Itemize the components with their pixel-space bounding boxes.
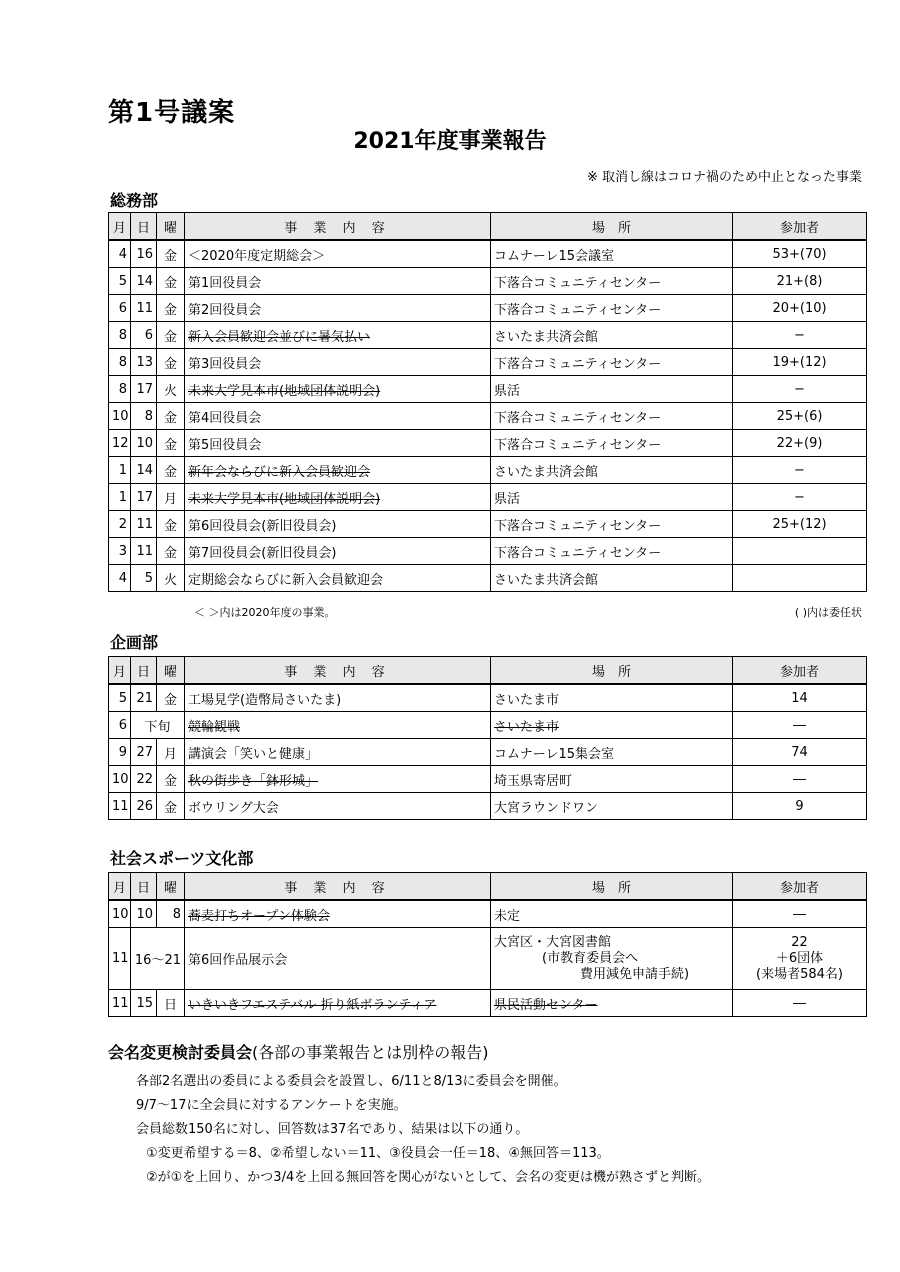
cell-content: 未来大学見本市(地域団体説明会) bbox=[188, 491, 381, 507]
cell-content: 第4回役員会 bbox=[185, 403, 491, 430]
cell-month: 6 bbox=[109, 712, 131, 739]
table-row bbox=[109, 268, 867, 295]
header-weekday: 曜 bbox=[157, 873, 185, 901]
cell-attendees: − bbox=[733, 457, 867, 484]
cell-attendees: 74 bbox=[733, 739, 867, 766]
cell-weekday: 金 bbox=[157, 349, 185, 376]
cell-day: 22 bbox=[131, 766, 157, 793]
kikaku-table bbox=[108, 656, 867, 820]
cell-weekday: 月 bbox=[157, 484, 185, 511]
header-weekday: 曜 bbox=[157, 213, 185, 241]
cell-month: 4 bbox=[109, 565, 131, 592]
cell-weekday: 金 bbox=[157, 793, 185, 820]
committee-line: 9/7〜17に全会員に対するアンケートを実施。 bbox=[136, 1098, 407, 1113]
attendee-line: 22 bbox=[791, 934, 808, 950]
cell-venue: 下落合コミュニティセンター bbox=[491, 430, 733, 457]
cell-content: 新入会員歓迎会並びに暑気払い bbox=[188, 329, 371, 345]
table-row bbox=[109, 349, 867, 376]
cell-day: 11 bbox=[131, 295, 157, 322]
header-month: 月 bbox=[109, 873, 131, 901]
cell-content: 第1回役員会 bbox=[185, 268, 491, 295]
committee-subtitle: (各部の事業報告とは別枠の報告) bbox=[252, 1043, 489, 1062]
cell-weekday: 金 bbox=[157, 684, 185, 712]
committee-line: ①変更希望する＝8、②希望しない＝11、③役員会一任＝18、④無回答＝113。 bbox=[146, 1146, 610, 1161]
cell-day-weekday: 下旬 bbox=[131, 712, 185, 739]
cell-venue: さいたま共済会館 bbox=[491, 322, 733, 349]
header-venue: 場 所 bbox=[491, 873, 733, 901]
cell-weekday: 金 bbox=[157, 240, 185, 268]
cell-day: 21 bbox=[131, 684, 157, 712]
cell-venue: さいたま市 bbox=[491, 684, 733, 712]
cell-month: 1 bbox=[109, 457, 131, 484]
cell-venue: 埼玉県寄居町 bbox=[491, 766, 733, 793]
cell-attendees: − bbox=[733, 322, 867, 349]
cell-content: いきいきフエステバル 折り紙ボランティア bbox=[188, 997, 437, 1013]
cell-attendees: − bbox=[733, 376, 867, 403]
cell-month: 10 bbox=[109, 900, 131, 928]
cell-content: 第6回作品展示会 bbox=[185, 928, 491, 990]
table-row bbox=[109, 484, 867, 511]
cell-content: 工場見学(造幣局さいたま) bbox=[185, 684, 491, 712]
cell-attendees: 9 bbox=[733, 793, 867, 820]
cell-venue: さいたま共済会館 bbox=[491, 457, 733, 484]
cell-venue: 大宮ラウンドワン bbox=[491, 793, 733, 820]
cell-weekday: 金 bbox=[157, 295, 185, 322]
agenda-label: 第1号議案 bbox=[108, 98, 236, 128]
cell-venue: 未定 bbox=[491, 900, 733, 928]
header-venue: 場 所 bbox=[491, 213, 733, 241]
soumu-table bbox=[108, 212, 867, 592]
cell-month: 11 bbox=[109, 928, 131, 990]
cell-weekday: 火 bbox=[157, 565, 185, 592]
table-row bbox=[109, 928, 867, 990]
table-row bbox=[109, 793, 867, 820]
cell-weekday: 火 bbox=[157, 376, 185, 403]
header-day: 日 bbox=[131, 873, 157, 901]
report-title: 2021年度事業報告 bbox=[353, 129, 547, 154]
cell-content: 第6回役員会(新旧役員会) bbox=[185, 511, 491, 538]
cell-content: 蕎麦打ちオープン体験会 bbox=[188, 908, 330, 924]
header-content: 事 業 内 容 bbox=[185, 873, 491, 901]
table-row bbox=[109, 430, 867, 457]
table-header-row bbox=[109, 657, 867, 685]
table-row bbox=[109, 457, 867, 484]
cell-month: 8 bbox=[109, 376, 131, 403]
cell-weekday: 金 bbox=[157, 766, 185, 793]
footnote-previous-year: ＜ ＞内は2020年度の事業。 bbox=[194, 606, 336, 619]
header-month: 月 bbox=[109, 213, 131, 241]
cell-venue: 下落合コミュニティセンター bbox=[491, 268, 733, 295]
cell-attendees bbox=[733, 928, 867, 990]
cell-venue: 県活 bbox=[491, 376, 733, 403]
cell-content: 第2回役員会 bbox=[185, 295, 491, 322]
attendee-line: (来場者584名) bbox=[756, 966, 843, 982]
table-row bbox=[109, 322, 867, 349]
cancellation-note: ※ 取消し線はコロナ禍のため中止となった事業 bbox=[586, 170, 862, 185]
cell-venue: コムナーレ15会議室 bbox=[491, 240, 733, 268]
cell-attendees: 25+(12) bbox=[733, 511, 867, 538]
cell-day: 6 bbox=[131, 322, 157, 349]
cell-month: 10 bbox=[109, 403, 131, 430]
cell-month: 12 bbox=[109, 430, 131, 457]
cell-month: 8 bbox=[109, 349, 131, 376]
table-row bbox=[109, 684, 867, 712]
cell-venue: 下落合コミュニティセンター bbox=[491, 538, 733, 565]
header-day: 日 bbox=[131, 657, 157, 685]
committee-line: 会員総数150名に対し、回答数は37名であり、結果は以下の通り。 bbox=[136, 1122, 529, 1137]
cell-month: 6 bbox=[109, 295, 131, 322]
cell-venue: 下落合コミュニティセンター bbox=[491, 295, 733, 322]
cell-attendees: 20+(10) bbox=[733, 295, 867, 322]
cell-attendees bbox=[733, 538, 867, 565]
cell-day: 10 bbox=[131, 430, 157, 457]
cell-attendees bbox=[733, 565, 867, 592]
cell-content: ボウリング大会 bbox=[185, 793, 491, 820]
cell-venue bbox=[491, 928, 733, 990]
header-content: 事 業 内 容 bbox=[185, 657, 491, 685]
cell-day: 11 bbox=[131, 511, 157, 538]
cell-content: 定期総会ならびに新入会員歓迎会 bbox=[185, 565, 491, 592]
cell-weekday: 金 bbox=[157, 322, 185, 349]
cell-attendees: 19+(12) bbox=[733, 349, 867, 376]
cell-day: 8 bbox=[131, 403, 157, 430]
cell-content: 未来大学見本市(地域団体説明会) bbox=[188, 383, 381, 399]
cell-attendees: ― bbox=[733, 712, 867, 739]
attendee-line: ＋6団体 bbox=[775, 950, 824, 966]
cell-month: 5 bbox=[109, 268, 131, 295]
table-header-row bbox=[109, 873, 867, 901]
cell-content: 第7回役員会(新旧役員会) bbox=[185, 538, 491, 565]
table-header-row bbox=[109, 213, 867, 241]
cell-day: 15 bbox=[131, 990, 157, 1017]
cell-attendees: ― bbox=[733, 900, 867, 928]
table-row bbox=[109, 739, 867, 766]
footnote-proxy: ( )内は委任状 bbox=[794, 606, 862, 619]
cell-content: 講演会「笑いと健康」 bbox=[185, 739, 491, 766]
cell-attendees: 21+(8) bbox=[733, 268, 867, 295]
cell-day: 16 bbox=[131, 240, 157, 268]
header-weekday: 曜 bbox=[157, 657, 185, 685]
table-row bbox=[109, 712, 867, 739]
cell-month: 1 bbox=[109, 484, 131, 511]
table-row bbox=[109, 538, 867, 565]
cell-month: 8 bbox=[109, 322, 131, 349]
cell-content: ＜2020年度定期総会＞ bbox=[185, 240, 491, 268]
cell-month: 2 bbox=[109, 511, 131, 538]
cell-weekday: 金 bbox=[157, 430, 185, 457]
header-venue: 場 所 bbox=[491, 657, 733, 685]
cell-weekday: 金 bbox=[157, 403, 185, 430]
cell-month: 3 bbox=[109, 538, 131, 565]
cell-month: 4 bbox=[109, 240, 131, 268]
shakai-table bbox=[108, 872, 867, 1017]
venue-line: (市教育委員会へ bbox=[542, 950, 639, 966]
cell-attendees: − bbox=[733, 484, 867, 511]
cell-venue: コムナーレ15集会室 bbox=[491, 739, 733, 766]
cell-day: 26 bbox=[131, 793, 157, 820]
table-row bbox=[109, 240, 867, 268]
cell-weekday: 金 bbox=[157, 538, 185, 565]
committee-line: ②が①を上回り、かつ3/4を上回る無回答を関心がないとして、会名の変更は機が熟さずと判断。 bbox=[146, 1170, 710, 1185]
header-month: 月 bbox=[109, 657, 131, 685]
table-row bbox=[109, 376, 867, 403]
cell-weekday: 日 bbox=[157, 990, 185, 1017]
cell-venue: さいたま市 bbox=[494, 719, 560, 735]
section-title-kikaku: 企画部 bbox=[110, 633, 159, 652]
header-attendees: 参加者 bbox=[733, 873, 867, 901]
cell-content: 新年会ならびに新入会員歓迎会 bbox=[188, 464, 371, 480]
table-row bbox=[109, 403, 867, 430]
cell-venue: 下落合コミュニティセンター bbox=[491, 349, 733, 376]
cell-month: 11 bbox=[109, 990, 131, 1017]
header-attendees: 参加者 bbox=[733, 213, 867, 241]
section-title-soumu: 総務部 bbox=[110, 191, 159, 210]
cell-month: 11 bbox=[109, 793, 131, 820]
cell-venue: 県活 bbox=[491, 484, 733, 511]
table-row bbox=[109, 766, 867, 793]
cell-weekday: 金 bbox=[157, 268, 185, 295]
cell-venue: 県民活動センター bbox=[494, 997, 598, 1013]
header-attendees: 参加者 bbox=[733, 657, 867, 685]
cell-day: 5 bbox=[131, 565, 157, 592]
venue-line: 費用減免申請手続) bbox=[580, 966, 690, 982]
committee-heading bbox=[108, 1040, 489, 1063]
committee-line: 各部2名選出の委員による委員会を設置し、6/11と8/13に委員会を開催。 bbox=[136, 1074, 567, 1089]
cell-day: 17 bbox=[131, 484, 157, 511]
header-day: 日 bbox=[131, 213, 157, 241]
cell-attendees: 22+(9) bbox=[733, 430, 867, 457]
cell-venue: 下落合コミュニティセンター bbox=[491, 511, 733, 538]
venue-line: 大宮区・大宮図書館 bbox=[494, 934, 612, 950]
cell-day-weekday: 16〜21 bbox=[131, 928, 185, 990]
cell-weekday: 金 bbox=[157, 457, 185, 484]
cell-attendees: 53+(70) bbox=[733, 240, 867, 268]
table-row bbox=[109, 511, 867, 538]
cell-weekday: 8 bbox=[157, 900, 185, 928]
cell-attendees: ― bbox=[733, 766, 867, 793]
cell-weekday: 金 bbox=[157, 511, 185, 538]
cell-weekday: 月 bbox=[157, 739, 185, 766]
table-row bbox=[109, 990, 867, 1017]
committee-title: 会名変更検討委員会 bbox=[108, 1043, 253, 1062]
cell-attendees: 25+(6) bbox=[733, 403, 867, 430]
cell-venue: 下落合コミュニティセンター bbox=[491, 403, 733, 430]
header-content: 事 業 内 容 bbox=[185, 213, 491, 241]
cell-content: 第3回役員会 bbox=[185, 349, 491, 376]
cell-attendees: ― bbox=[733, 990, 867, 1017]
cell-venue: さいたま共済会館 bbox=[491, 565, 733, 592]
cell-month: 5 bbox=[109, 684, 131, 712]
cell-content: 第5回役員会 bbox=[185, 430, 491, 457]
cell-month: 9 bbox=[109, 739, 131, 766]
cell-day: 10 bbox=[131, 900, 157, 928]
cell-day: 13 bbox=[131, 349, 157, 376]
cell-month: 10 bbox=[109, 766, 131, 793]
cell-day: 14 bbox=[131, 268, 157, 295]
cell-day: 14 bbox=[131, 457, 157, 484]
cell-attendees: 14 bbox=[733, 684, 867, 712]
cell-day: 11 bbox=[131, 538, 157, 565]
cell-content: 競輪観戦 bbox=[188, 719, 241, 735]
table-row bbox=[109, 295, 867, 322]
cell-day: 27 bbox=[131, 739, 157, 766]
table-row bbox=[109, 565, 867, 592]
table-row bbox=[109, 900, 867, 928]
cell-content: 秋の街歩き「鉢形城」 bbox=[188, 773, 319, 789]
section-title-shakai: 社会スポーツ文化部 bbox=[110, 849, 254, 868]
cell-day: 17 bbox=[131, 376, 157, 403]
